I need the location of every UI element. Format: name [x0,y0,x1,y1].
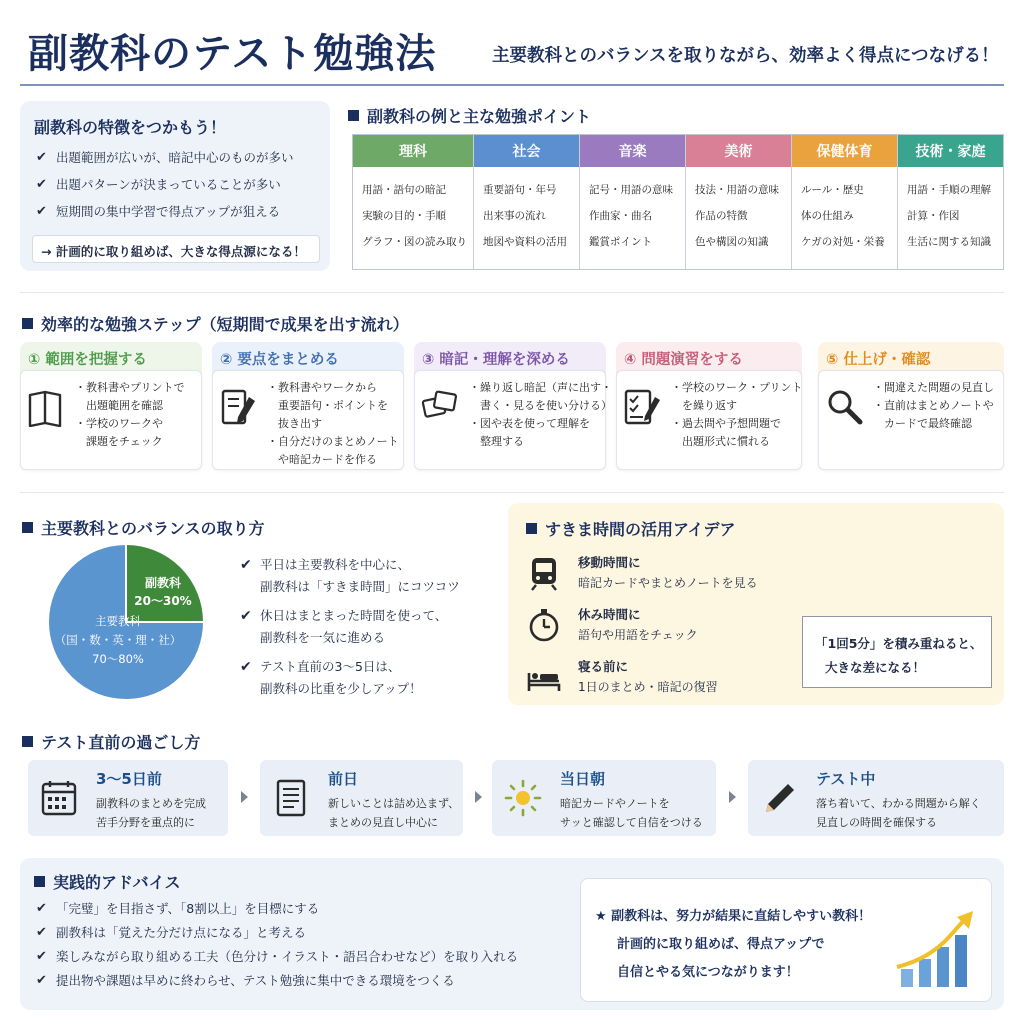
advice-item-text: 副教科は「覚えた分だけ点になる」と考える [56,925,307,941]
checklist-icon [623,387,663,427]
subjects-section-title: 副教科の例と主な勉強ポイント [348,104,591,127]
step-text-line: ・学校のワークや [75,417,163,430]
step-body [20,370,202,470]
page-title: 副教科のテスト勉強法 [28,31,437,77]
timeline-arrow-icon [729,791,736,803]
timeline-text-line: まとめの見直し中心に [328,816,438,829]
advice-title: 実践的アドバイス [34,870,181,893]
advice-item [36,948,518,966]
spare-time-item [526,553,786,597]
section-square-icon [22,318,33,329]
subject-header: 美術 [686,135,791,167]
step-text [75,379,185,451]
step-icon-wrap [825,387,865,431]
feature-item: ✔ 出題範囲が広いが、暗記中心のものが多い [36,149,294,167]
steps-section-title: 効率的な勉強ステップ（短期間で成果を出す流れ） [22,312,409,335]
timeline-text-line: サッと確認して自信をつける [560,816,703,829]
advice-item-text: 楽しみながら取り組める工夫（色分け・イラスト・語呂合わせなど）を取り入れる [56,949,519,965]
step-heading: ③ 暗記・理解を深める [422,352,570,368]
before-test-section-title: テスト直前の過ごし方 [22,730,200,753]
advice-callout-line: 計画的に取り組めば、得点アップで [617,937,825,952]
step-card [818,342,1004,470]
step-text-line: カードで最終確認 [873,417,972,430]
step-card [616,342,802,470]
spare-time-text: 語句や用語をチェック [578,628,698,642]
balance-point [240,656,460,700]
subject-point: ケガの対処・栄養 [801,236,885,248]
step-text-line: ・学校のワーク・プリント [671,381,803,394]
notepad-icon [272,778,310,818]
section-square-icon [34,876,45,887]
balance-point-line: 副教科は「すきま時間」にコツコツ [260,579,460,594]
divider [20,292,1004,293]
step-text-line: ・繰り返し暗記（声に出す・ [469,381,612,394]
timeline-heading: テスト中 [816,770,876,788]
balance-point-line: 平日は主要教科を中心に、 [260,557,411,572]
subject-point: 作品の特徴 [695,210,748,222]
subject-column [897,135,1003,269]
balance-points [240,554,460,707]
page-subtitle: 主要教科とのバランスを取りながら、効率よく得点につなげる！ [492,46,999,66]
timeline-text-line: 見直しの時間を確保する [816,816,937,829]
subjects-table [352,134,1004,270]
subject-points [474,167,579,255]
advice-item-text: 「完璧」を目指さず、「8割以上」を目標にする [56,901,320,916]
timeline-heading: 3〜5日前 [96,770,162,788]
subject-column [473,135,579,269]
subject-column [579,135,685,269]
timeline-text-line: 暗記カードやノートを [560,797,670,810]
bed-icon [526,659,562,695]
check-icon: ✔ [240,608,252,624]
spare-time-panel [508,503,1004,705]
advice-item-text: 提出物や課題は早めに終わらせ、テスト勉強に集中できる環境をつくる [56,973,455,989]
balance-point-line: 副教科の比重を少しアップ！ [260,681,422,696]
timeline-text [328,794,459,832]
advice-item [36,900,518,918]
step-body [818,370,1004,470]
step-text [873,379,994,433]
step-text-line: 抜き出す [267,417,322,430]
advice-list [36,900,518,997]
spare-time-item [526,657,786,701]
spare-time-callout [802,616,992,688]
spare-time-heading: 寝る前に [578,659,629,674]
step-text-line: ・間違えた問題の見直し [873,381,994,394]
subject-points [792,167,897,255]
sun-icon [504,778,542,818]
book-icon [27,387,67,427]
subject-points [353,167,473,255]
balance-point-line: 休日はまとまった時間を使って、 [260,608,448,623]
step-text-line: ・直前はまとめノートや [873,399,994,412]
spare-time-item [526,605,786,649]
subject-point: 記号・用語の意味 [589,184,673,196]
subject-header: 理科 [353,135,473,167]
section-square-icon [526,523,537,534]
timeline-heading: 前日 [328,770,359,788]
advice-callout-line: 自信とやる気につながります！ [617,965,799,980]
pie-label-minor [124,574,202,610]
timeline-text-line: 落ち着いて、わかる問題から解く [816,797,981,810]
step-card [414,342,612,470]
step-text [267,379,399,469]
check-icon: ✔ [240,659,252,675]
balance-point [240,554,460,598]
timeline-card [260,760,463,836]
subject-points [580,167,685,255]
subject-point: 出来事の流れ [483,210,546,222]
subject-header: 音楽 [580,135,685,167]
magnifier-icon [825,387,865,427]
spare-time-heading: 休み時間に [578,607,641,622]
subject-column [791,135,897,269]
feature-item: ✔ 短期間の集中学習で得点アップが狙える [36,203,294,221]
advice-callout-line: ★ 副教科は、努力が結果に直結しやすい教科！ [595,909,872,924]
step-icon-wrap [421,387,461,431]
subject-point: 計算・作図 [907,210,960,222]
timeline-text-line: 苦手分野を重点的に [96,816,195,829]
pie-minor-name: 副教科 [144,576,181,590]
balance-point [240,605,460,649]
advice-panel [20,858,1004,1010]
step-text-line: ・図や表を使って理解を [469,417,590,430]
train-icon [526,555,562,591]
advice-item [36,924,518,942]
advice-item [36,972,518,990]
page-header [0,0,1024,86]
pie-major-pct: 70〜80% [92,652,144,666]
timeline-heading: 当日朝 [560,770,606,788]
step-heading: ① 範囲を把握する [28,352,147,368]
step-icon-wrap [27,387,67,431]
step-text-line: 出題範囲を確認 [75,399,163,412]
subject-point: グラフ・図の読み取り [362,236,467,248]
step-text-line: ・過去問や予想問題で [671,417,781,430]
advice-callout [580,878,992,1002]
callout-line: 大きな差になる！ [825,660,926,675]
step-text-line: ・教科書やプリントで [75,381,185,394]
subject-point: 鑑賞ポイント [589,236,652,248]
subject-points [898,167,1003,255]
subject-point: 生活に関する知識 [907,236,991,248]
subject-column [685,135,791,269]
step-text-line: 出題形式に慣れる [671,435,770,448]
features-panel [20,101,330,271]
subject-point: 重要語句・年号 [483,184,557,196]
features-list [36,149,294,221]
step-body [212,370,404,470]
step-icon-wrap [623,387,663,431]
step-text-line: 書く・見るを使い分ける） [469,399,612,412]
subject-header: 技術・家庭 [898,135,1003,167]
step-text-line: を繰り返す [671,399,737,412]
section-square-icon [22,736,33,747]
timeline-text-line: 副教科のまとめを完成 [96,797,206,810]
growth-chart-icon [893,907,983,991]
timeline-text [560,794,703,832]
callout-line: 「1回5分」を積み重ねると、 [815,636,983,651]
subject-point: 実験の目的・手順 [362,210,446,222]
divider [20,492,1004,493]
features-title: 副教科の特徴をつかもう！ [34,118,227,137]
balance-point-line: 副教科を一気に進める [260,630,386,645]
features-conclusion: → 計画的に取り組めば、大きな得点源になる！ [41,244,306,259]
pie-label-major [52,612,184,669]
check-icon: ✔ [240,557,252,573]
pencil-icon [760,778,798,818]
timeline-text [816,794,981,832]
timeline-arrow-icon [241,791,248,803]
timeline-card [28,760,228,836]
header-rule [20,84,1004,86]
step-text [671,379,803,451]
pie-minor-pct: 20〜30% [134,594,192,608]
balance-point-line: テスト直前の3〜5日は、 [260,659,401,674]
step-heading: ④ 問題演習をする [624,352,743,368]
spare-time-title: すきま時間の活用アイデア [526,517,736,540]
spare-time-heading: 移動時間に [578,555,641,570]
feature-item: ✔ 出題パターンが決まっていることが多い [36,176,294,194]
notebook-pen-icon [219,387,259,427]
subject-point: 用語・語句の暗記 [362,184,446,196]
calendar-icon [40,778,78,818]
subject-point: 用語・手順の理解 [907,184,991,196]
step-body [616,370,802,470]
subject-points [686,167,791,255]
stopwatch-icon [526,607,562,643]
subject-point: 作曲家・曲名 [589,210,652,222]
timeline-card [748,760,1004,836]
section-square-icon [348,110,359,121]
step-card [20,342,202,470]
step-text-line: 整理する [469,435,524,448]
subject-point: 技法・用語の意味 [695,184,779,196]
subject-header: 社会 [474,135,579,167]
subject-header: 保健体育 [792,135,897,167]
step-text-line: 課題をチェック [75,435,163,448]
step-body [414,370,612,470]
step-text-line: や暗記カードを作る [267,453,377,466]
section-square-icon [22,522,33,533]
step-text-line: ・教科書やワークから [267,381,377,394]
pie-major-subjects: （国・数・英・理・社） [54,633,182,647]
subject-point: 地図や資料の活用 [483,236,567,248]
subject-point: ルール・歴史 [801,184,864,196]
cards-icon [421,387,461,427]
pie-major-name: 主要教科 [95,614,141,628]
timeline-text [96,794,206,832]
step-heading: ② 要点をまとめる [220,352,339,368]
timeline-arrow-icon [475,791,482,803]
spare-time-text: 1日のまとめ・暗記の復習 [578,680,718,694]
step-text [469,379,612,451]
subject-point: 体の仕組み [801,210,854,222]
timeline-text-line: 新しいことは詰め込まず、 [328,797,460,810]
step-text-line: ・自分だけのまとめノート [267,435,399,448]
balance-section-title: 主要教科とのバランスの取り方 [22,516,265,539]
step-text-line: 重要語句・ポイントを [267,399,388,412]
subject-column [353,135,473,269]
step-heading: ⑤ 仕上げ・確認 [826,352,931,368]
timeline-card [492,760,716,836]
step-card [212,342,404,470]
subject-point: 色や構図の知識 [695,236,769,248]
spare-time-text: 暗記カードやまとめノートを見る [578,576,758,590]
features-conclusion-box [32,235,320,263]
step-icon-wrap [219,387,259,431]
